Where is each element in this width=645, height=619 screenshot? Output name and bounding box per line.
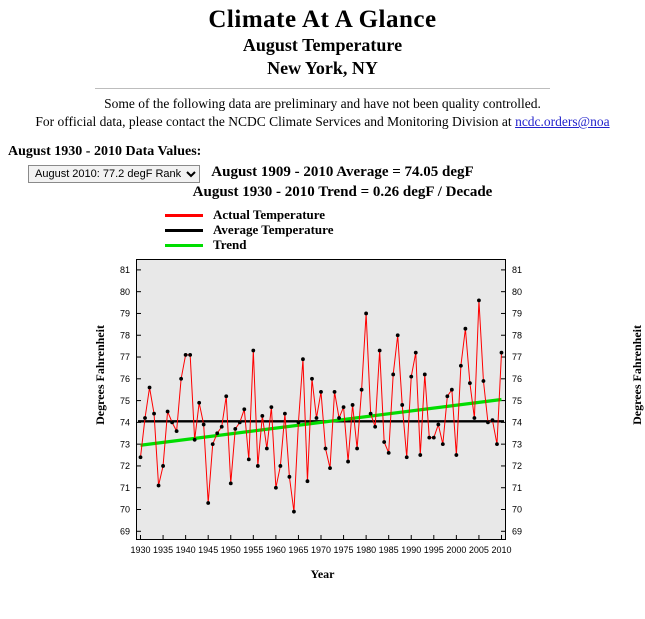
y-axis-label-left: Degrees Fahrenheit bbox=[93, 324, 107, 425]
svg-text:78: 78 bbox=[119, 330, 130, 341]
legend-item-average bbox=[165, 223, 645, 238]
svg-text:74: 74 bbox=[119, 417, 130, 428]
svg-text:72: 72 bbox=[119, 460, 130, 471]
ncdc-orders-link[interactable]: ncdc.orders@noa bbox=[515, 114, 610, 130]
svg-text:80: 80 bbox=[119, 286, 130, 297]
svg-text:71: 71 bbox=[512, 482, 523, 493]
svg-text:73: 73 bbox=[119, 439, 130, 450]
svg-text:1965: 1965 bbox=[288, 544, 309, 555]
svg-text:71: 71 bbox=[119, 482, 130, 493]
svg-text:81: 81 bbox=[512, 264, 523, 275]
svg-text:80: 80 bbox=[512, 286, 523, 297]
svg-text:1930: 1930 bbox=[130, 544, 151, 555]
svg-text:2010: 2010 bbox=[491, 544, 512, 555]
chart-legend bbox=[165, 208, 645, 253]
svg-text:77: 77 bbox=[119, 352, 130, 363]
legend-label-actual: Actual Temperature bbox=[213, 207, 326, 223]
data-values-label: August 1930 - 2010 Data Values: bbox=[8, 144, 202, 160]
svg-text:2005: 2005 bbox=[468, 544, 489, 555]
legend-swatch-average bbox=[165, 229, 203, 232]
svg-text:1935: 1935 bbox=[153, 544, 174, 555]
disclaimer-line-1: Some of the following data are preliminary and have not been quality controlled. bbox=[104, 96, 541, 111]
svg-text:69: 69 bbox=[119, 526, 130, 537]
disclaimer-line-2 bbox=[8, 113, 637, 131]
chart-area bbox=[0, 259, 645, 589]
svg-text:79: 79 bbox=[119, 308, 130, 319]
svg-text:1985: 1985 bbox=[378, 544, 399, 555]
trend-stat: August 1930 - 2010 Trend = 0.26 degF / Decade bbox=[192, 183, 493, 200]
svg-text:76: 76 bbox=[512, 373, 523, 384]
svg-text:69: 69 bbox=[512, 526, 523, 537]
legend-label-trend: Trend bbox=[213, 237, 247, 253]
page-subtitle-location: New York, NY bbox=[267, 57, 378, 78]
svg-text:81: 81 bbox=[119, 264, 130, 275]
x-axis-label: Year bbox=[310, 566, 335, 581]
svg-text:75: 75 bbox=[119, 395, 130, 406]
page-title: Climate At A Glance bbox=[208, 6, 437, 33]
average-stat: August 1909 - 2010 Average = 74.05 degF bbox=[211, 164, 474, 181]
page-subtitle-metric: August Temperature bbox=[242, 35, 403, 55]
svg-text:1975: 1975 bbox=[333, 544, 354, 555]
svg-text:77: 77 bbox=[512, 352, 523, 363]
svg-text:79: 79 bbox=[512, 308, 523, 319]
svg-text:75: 75 bbox=[512, 395, 523, 406]
legend-swatch-actual bbox=[165, 214, 203, 217]
svg-text:78: 78 bbox=[512, 330, 523, 341]
svg-text:74: 74 bbox=[512, 417, 523, 428]
svg-text:70: 70 bbox=[512, 504, 523, 515]
svg-text:1970: 1970 bbox=[310, 544, 332, 555]
svg-text:2000: 2000 bbox=[446, 544, 467, 555]
svg-text:1995: 1995 bbox=[423, 544, 444, 555]
disclaimer bbox=[0, 95, 645, 131]
legend-item-actual bbox=[165, 208, 645, 223]
page-title-block bbox=[0, 0, 645, 79]
legend-label-average: Average Temperature bbox=[213, 222, 334, 238]
svg-text:72: 72 bbox=[512, 460, 523, 471]
svg-text:1960: 1960 bbox=[265, 544, 286, 555]
legend-item-trend bbox=[165, 238, 645, 253]
svg-text:76: 76 bbox=[119, 373, 130, 384]
svg-text:1950: 1950 bbox=[220, 544, 241, 555]
temperature-line-chart bbox=[0, 259, 645, 589]
svg-text:1990: 1990 bbox=[401, 544, 422, 555]
disclaimer-line-2-text: For official data, please contact the NCDC Climate Services and Monitoring Division at bbox=[35, 114, 516, 130]
svg-text:1955: 1955 bbox=[243, 544, 264, 555]
y-axis-label-right: Degrees Fahrenheit bbox=[630, 324, 644, 425]
svg-text:70: 70 bbox=[119, 504, 130, 515]
svg-text:1940: 1940 bbox=[175, 544, 196, 555]
data-values-select[interactable] bbox=[28, 165, 200, 183]
legend-swatch-trend bbox=[165, 244, 203, 247]
header-divider bbox=[95, 88, 550, 89]
svg-text:1980: 1980 bbox=[356, 544, 377, 555]
svg-text:73: 73 bbox=[512, 439, 523, 450]
svg-text:1945: 1945 bbox=[198, 544, 219, 555]
